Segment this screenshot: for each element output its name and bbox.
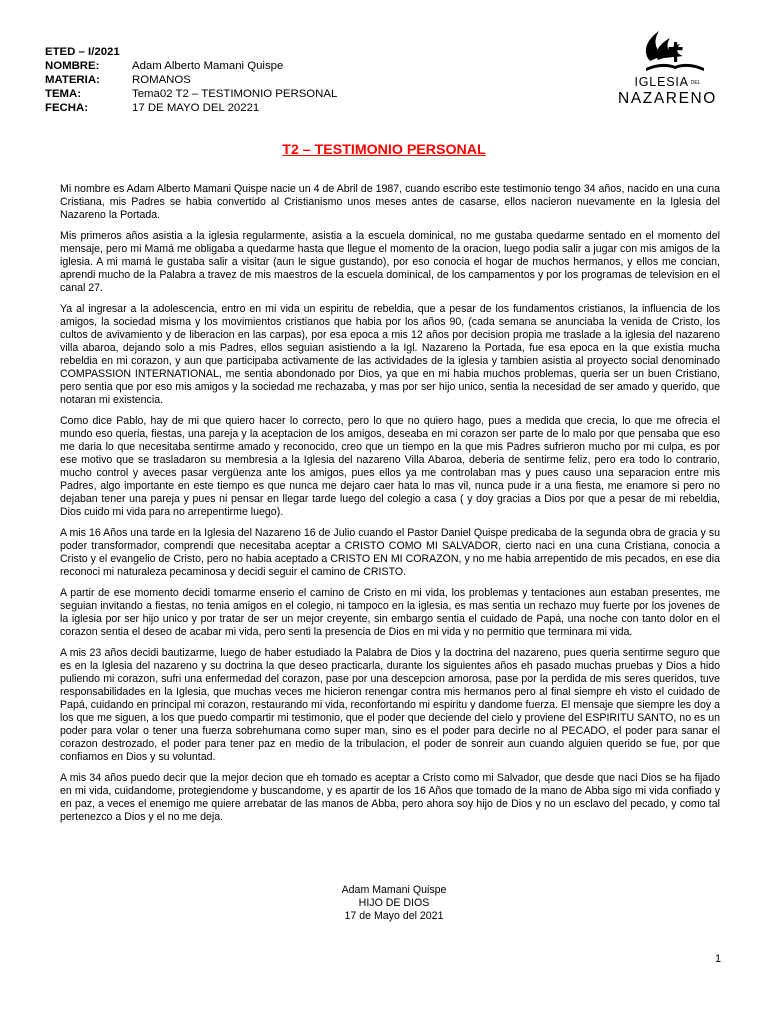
logo-text-nazareno: NAZARENO — [618, 90, 717, 107]
name-label: NOMBRE: — [45, 60, 100, 72]
paragraph: A partir de ese momento decidi tomarme enserio el camino de Cristo en mi vida, los problemas y tentaciones aun estaban presentes, me seguian invitando a fiestas, no tenia amigos en el colegio, ni tampoco en la iglesia, es mas sentia un rechazo muy fuerte por los jovenes de la iglesia por ser hijo unico y por tratar de ser un mejor creyente, sin embargo sentia el cuidado de Papá, una noche con tanto dolor en el corazon sentia el deseo de acabar mi vida, pero senti la presencia de Dios en mi vida y no permitio que terminara mi vida. — [60, 587, 720, 638]
name-value: Adam Alberto Mamani Quispe — [132, 60, 284, 72]
header-date-row — [45, 101, 375, 115]
paragraph: A mis 16 Años una tarde en la Iglesia del Nazareno 16 de Julio cuando el Pastor Daniel Quispe predicaba de la segunda obra de gracia y su poder transformador, comprendi que necesitaba aceptar a CRISTO COMO MI SALVADOR, cierto naci en una cuna Cristiana, conocia a Cristo y el evangelio de Cristo, pero no habia aceptado a CRISTO EN MI CORAZON, y no me habia arrepentido de mis pecados, en ese dia reconoci mi naturaleza pecaminosa y decidi seguir el camino de CRISTO. — [60, 527, 720, 578]
signature-date: 17 de Mayo del 2021 — [344, 910, 444, 922]
signature-block — [0, 884, 768, 923]
paragraph: Como dice Pablo, hay de mi que quiero hacer lo correcto, pero lo que no quiero hago, pues a medida que crecia, lo que me ofrecia el mundo eso queria, fiestas, una pareja y la aceptacion de los amigos, deseaba en mi corazon ser parte de lo malo por que pensaba que eso me daria lo que necesitaba sentirme amado y reconocido, creo que un tiempo en la que mis Padres sufrieron mucho por mi culpa, es por ese motivo que se trasladaron su membresia a la Iglesia del nazareno Villa Abaroa, deberia de sentirme feliz, pero era todo lo contrario, mucho control y aveces pasar vergüenza ante los amigos, pues ellos ya me controlaban mas y pues causo una separacion entre mis Padres, algo importante en este tiempo es que nunca me dejaro caer hata lo mas vil, nunca pude ir a una fiesta, me enamore si pero no dejaban tener una pareja y pues ni pensar en llegar tarde luego del colegio a casa ( y doy gracias a Dios por que a pesar de mi rebeldia, Dios cuido mi vida para no arrepentirme luego). — [60, 415, 720, 518]
flame-cross-book-icon — [610, 28, 725, 76]
signature-role: HIJO DE DIOS — [358, 897, 430, 909]
page-number: 1 — [715, 953, 722, 965]
header-subject-row — [45, 73, 375, 87]
paragraph: A mis 23 años decidi bautizarme, luego de haber estudiado la Palabra de Dios y la doctrina del nazareno, pues queria sentirme seguro que es en la Iglesia del nazareno y su doctrina la que deseo practicarla, durante los siguientes años eh pasado muchas pruebas y Dios a hido puliendo mi corazon, sufri una enfermedad del corazon, pase por una descepcion amorosa, pase por la perdida de mis seres queridos, tuve responsabilidades en la Iglesia, que muchas veces me hicieron renengar contra mis hermanos pero al final siempre eh visto el cuidado de Papá, cuidando en principal mi corazon, restaurando mi vida, reconfortando mi espiritu y dandome fuerza. El mensaje que siempre les doy a los que me siguen, a los que puedo compartir mi testimonio, que el poder que deciende del cielo y proviene del ESPIRITU SANTO, no es un poder para volar o tener una fuerza sobrehumana como super man, sino es el poder para decirle no al PECADO, el poder para sanar el corazon destrozado, el poder para tener paz en medio de la tribulacion, el poder de sonreir aun cuando alguien querido se fue, por que confiamos en Dios y su voluntad. — [60, 647, 720, 763]
date-label: FECHA: — [45, 102, 89, 114]
document-body — [60, 183, 720, 832]
topic-value: Tema02 T2 – TESTIMONIO PERSONAL — [132, 88, 338, 100]
paragraph: A mis 34 años puedo decir que la mejor decion que eh tomado es aceptar a Cristo como mi Salvador, que desde que naci Dios se ha fijado en mi vida, cuidandome, protegiendome y buscandome, y es apartir de los 16 Años que tomado de la mano de Abba sigo mi vida confiado y en paz, a veces el enemigo me quiere arrebatar de las manos de Abba, pero ahora soy hijo de Dios y no un esclavo del pecado, y como tal pertenezco a Dios y el no me deja. — [60, 772, 720, 823]
date-value: 17 DE MAYO DEL 20221 — [132, 102, 260, 114]
logo-text-iglesia: IGLESIA DEL — [634, 75, 701, 89]
header-name-row — [45, 59, 375, 73]
subject-value: ROMANOS — [132, 74, 191, 86]
document-header — [45, 45, 375, 115]
course-label: ETED – I/2021 — [45, 46, 120, 58]
paragraph: Mi nombre es Adam Alberto Mamani Quispe nacie un 4 de Abril de 1987, cuando escribo este testimonio tengo 34 años, nacido en una cuna Cristiana, mis Padres se habia convertido al Cristianismo unos meses antes de casarse, ellos nacieron nuevamente en la Iglesia del Nazareno la Portada. — [60, 183, 720, 221]
header-course-row — [45, 45, 375, 59]
document-title: T2 – TESTIMONIO PERSONAL — [282, 142, 486, 158]
church-logo — [610, 28, 725, 118]
header-topic-row — [45, 87, 375, 101]
topic-label: TEMA: — [45, 88, 82, 100]
paragraph: Ya al ingresar a la adolescencia, entro en mi vida un espiritu de rebeldia, que a pesar de los fundamentos cristianos, la influencia de los amigos, la sociedad misma y los movimientos cristianos que habia por los años 90, (cada semana se anunciaba la venida de Cristo, los cultos de avivamiento y de liberacion en las carpas), por esa epoca a mis 12 años por decision propia me traslade a la iglesia del nazareno villa abaroa, dejando solo a mis Padres, ellos seguian asistiendo a la Igl. Nazareno la Portada, fue esa epoca en la que existia mucha rebeldia en mi corazon, y aun que participaba activamente de las actividades de la iglesia y tambien asistia al proyecto social denominado COMPASSION INTERNATIONAL, me sentia abondonado por Dios, ya que en mi habia muchos problemas, queria ser un buen Cristiano, pero sentia que por eso mis amigos y la sociedad me rechazaba, y mas por ser hijo unico, sentia la necesidad de ser amado y querido, que notaran mi existencia. — [60, 303, 720, 406]
subject-label: MATERIA: — [45, 74, 100, 86]
signature-name: Adam Mamani Quispe — [341, 884, 447, 896]
paragraph: Mis primeros años asistia a la iglesia regularmente, asistia a la escuela dominical, no me gustaba quedarme sentado en el momento del mensaje, pero mi Mamá me obligaba a quedarme hasta que llegue el momento de la oracion, luego podia salir a jugar con mis amigos de la iglesia. A mi mamá le gustaba salir a visitar (aun le sigue gustando), por eso conocia el hogar de muchos hermanos, y ellos me concian, aprendi mucho de la Palabra a travez de mis maestros de la escuela dominical, de los campamentos y por los programas de television en el canal 27. — [60, 230, 720, 294]
